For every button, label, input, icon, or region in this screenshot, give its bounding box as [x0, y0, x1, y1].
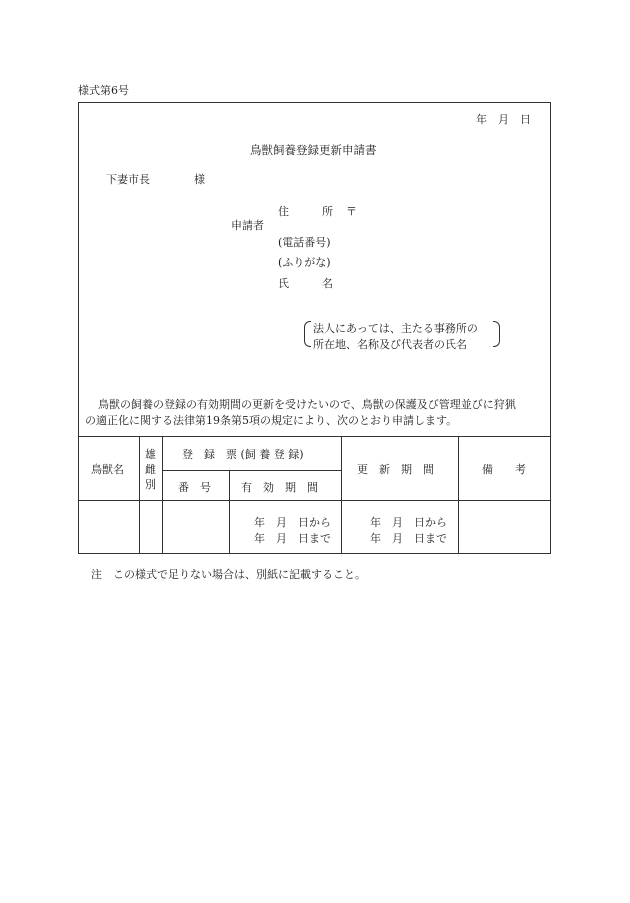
header-validity: 有 効 期 間	[241, 481, 318, 494]
validity-to: 年 月 日まで	[254, 532, 331, 545]
header-renewal: 更 新 期 間	[357, 463, 434, 476]
header-sex-char: 雄	[145, 448, 156, 461]
table-divider	[139, 436, 140, 554]
request-text-line1: 鳥獣の飼養の登録の有効期間の更新を受けたいので、鳥獣の保護及び管理並びに狩猟	[98, 398, 516, 411]
table-divider	[229, 470, 230, 554]
request-text-line2: の適正化に関する法律第19条第5項の規定により、次のとおり申請します。	[85, 414, 458, 427]
table-divider	[341, 436, 342, 554]
header-number: 番 号	[178, 481, 211, 494]
phone-label: (電話番号)	[278, 236, 331, 249]
validity-from: 年 月 日から	[254, 516, 331, 529]
furigana-label: (ふりがな)	[278, 256, 331, 269]
left-bracket	[304, 321, 311, 347]
table-header-bottom-border	[78, 500, 551, 501]
table-divider	[162, 436, 163, 554]
name-label: 氏 名	[278, 277, 333, 290]
footnote: 注 この様式で足りない場合は、別紙に記載すること。	[91, 568, 366, 581]
table-divider	[458, 436, 459, 554]
header-remarks: 備 考	[482, 463, 526, 476]
renewal-to: 年 月 日まで	[370, 532, 447, 545]
date-line: 年 月 日	[476, 113, 531, 126]
addressee: 下妻市長 様	[106, 173, 205, 186]
header-registration: 登 録 票 (飼 養 登 録)	[182, 448, 304, 461]
postal-mark: 〒	[346, 205, 357, 218]
right-bracket	[493, 321, 500, 347]
table-top-border	[78, 436, 551, 437]
header-sex-char: 別	[145, 478, 156, 491]
table-subheader-border	[162, 470, 342, 471]
applicant-label: 申請者	[231, 219, 264, 232]
corporation-note-line2: 所在地、名称及び代表者の氏名	[313, 338, 467, 351]
form-title: 鳥獣飼養登録更新申請書	[250, 143, 377, 157]
corporation-note-line1: 法人にあっては、主たる事務所の	[313, 322, 478, 335]
header-species: 鳥獣名	[91, 463, 124, 476]
header-sex-char: 雌	[145, 463, 156, 476]
renewal-from: 年 月 日から	[370, 516, 447, 529]
address-label: 住 所	[278, 205, 333, 218]
form-number: 様式第6号	[78, 84, 129, 97]
